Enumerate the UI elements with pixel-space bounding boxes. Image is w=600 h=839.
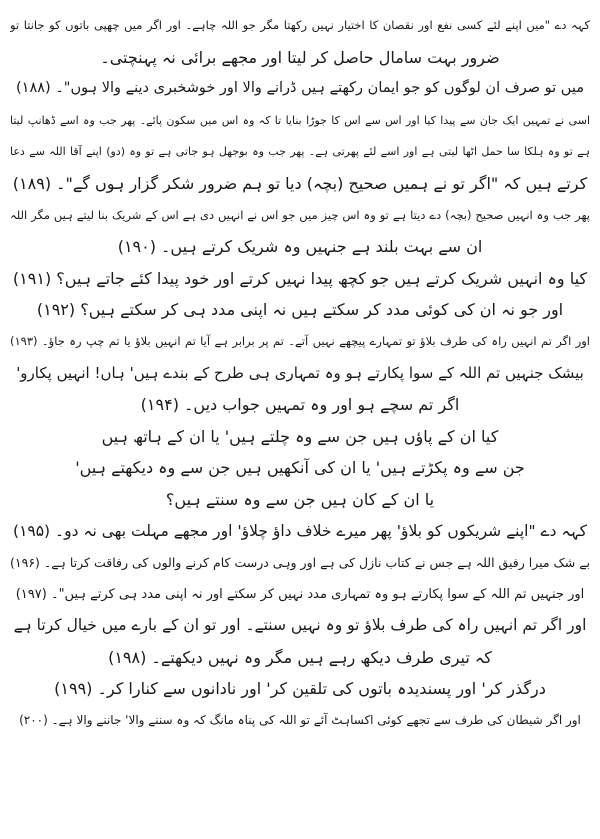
text-line-22: درگذر کر' اور پسندیدہ باتوں کی تلقین کر' اور نادانوں سے کنارا کر۔ (۱۹۹) (54, 679, 546, 699)
text-line-20: اور اگر تم انہیں راہ کی طرف بلاؤ تو وہ نہیں سنتے۔ اور تو ان کے بارے میں خیال کرتا ہے (13, 616, 587, 635)
text-line-21: کہ تیری طرف دیکھ رہے ہیں مگر وہ نہیں دیکھتے۔ (۱۹۸) (108, 647, 492, 667)
text-line-17: کہہ دے "اپنے شریکوں کو بلاؤ' پھر میرے خلاف داؤ چلاؤ' اور مجھے مہلت بھی نہ دو۔ (۱۹۵) (13, 521, 587, 540)
text-line-6: کرتے ہیں کہ "اگر تو نے ہمیں صحیح (بچہ) دیا تو ہم ضرور شکر گزار ہوں گے"۔ (۱۸۹) (12, 173, 588, 193)
text-line-10: اور جو نہ ان کی کوئی مدد کر سکتے ہیں نہ اپنی مدد ہی کر سکتے ہیں؟ (۱۹۲) (36, 300, 564, 320)
text-line-12: بیشک جنہیں تم اللہ کے سوا پکارتے ہو وہ تمہاری ہی طرح کے بندے ہیں' ہاں! انہیں پکارو' (16, 363, 584, 382)
text-line-11: اور اگر تم انہیں راہ کی طرف بلاؤ تو تمہارے پیچھے نہیں آتے۔ تم پر برابر ہے آیا تم انہیں بلاؤ یا تم چپ رہ جاؤ۔ (۱۹۳) (10, 333, 590, 348)
text-line-1: کہہ دے "میں اپنے لئے کسی نفع اور نقصان کا اختیار نہیں رکھتا مگر جو اللہ چاہے۔ اور اگر میں چھپی باتوں کو جانتا تو (10, 18, 590, 32)
text-line-19: اور جنہیں تم اللہ کے سوا پکارتے ہو وہ تمہاری مدد نہیں کر سکتے اور نہ اپنی مدد ہی کرتے ہیں"۔ (۱۹۷) (15, 586, 585, 602)
text-line-8: ان سے بہت بلند ہے جنہیں وہ شریک کرتے ہیں۔ (۱۹۰) (117, 237, 483, 257)
text-line-5: ہے تو وہ ہلکا سا حمل اٹھا لیتی ہے اور اسے لئے پھرتی ہے۔ پھر جب وہ بوجھل ہو جاتی ہے تو وہ (دو) اپنے آقا اللہ سے دعا (10, 145, 590, 159)
text-line-18: بے شک میرا رفیق اللہ ہے جس نے کتاب نازل کی ہے اور وہی درست کام کرنے والوں کی رفاقت کرتا ہے۔ (۱۹۶) (10, 555, 590, 571)
text-line-14: کیا ان کے پاؤں ہیں جن سے وہ چلتے ہیں' یا ان کے ہاتھ ہیں (101, 426, 499, 446)
text-line-13: اگر تم سچے ہو اور وہ تمہیں جواب دیں۔ (۱۹۴) (140, 395, 460, 415)
text-line-23: اور اگر شیطان کی طرف سے تجھے کوئی اکساہٹ آئے تو اللہ کی پناہ مانگ کہ وہ سننے والا' جاننے والا ہے۔ (۲۰۰) (19, 713, 581, 728)
text-line-3: میں تو صرف ان لوگوں کو جو ایمان رکھتے ہیں ڈرانے والا اور خوشخبری دینے والا ہوں"۔ (۱۸۸) (16, 80, 584, 97)
text-line-2: ضرور بہت سامال حاصل کر لیتا اور مجھے برائی نہ پہنچتی۔ (100, 47, 500, 67)
text-line-7: پھر جب وہ انہیں صحیح (بچہ) دے دیتا ہے تو وہ اس چیز میں جو اس نے انہیں دی ہے اس کے شریک بنا لیتے ہیں مگر اللہ (10, 207, 590, 222)
text-line-9: کیا وہ انہیں شریک کرتے ہیں جو کچھ پیدا نہیں کرتے اور خود پیدا کئے جاتے ہیں؟ (۱۹۱) (12, 268, 588, 288)
text-line-4: اسی نے تمہیں ایک جان سے پیدا کیا اور اس سے اس کا جوڑا بنایا تا کہ وہ اس میں سکون پائے۔ پھر جب وہ اسے ڈھانپ لیتا (10, 113, 590, 127)
text-line-16: یا ان کے کان ہیں جن سے وہ سنتے ہیں؟ (165, 489, 435, 509)
text-line-15: جن سے وہ پکڑتے ہیں' یا ان کی آنکھیں ہیں جن سے وہ دیکھتے ہیں' (75, 458, 525, 478)
